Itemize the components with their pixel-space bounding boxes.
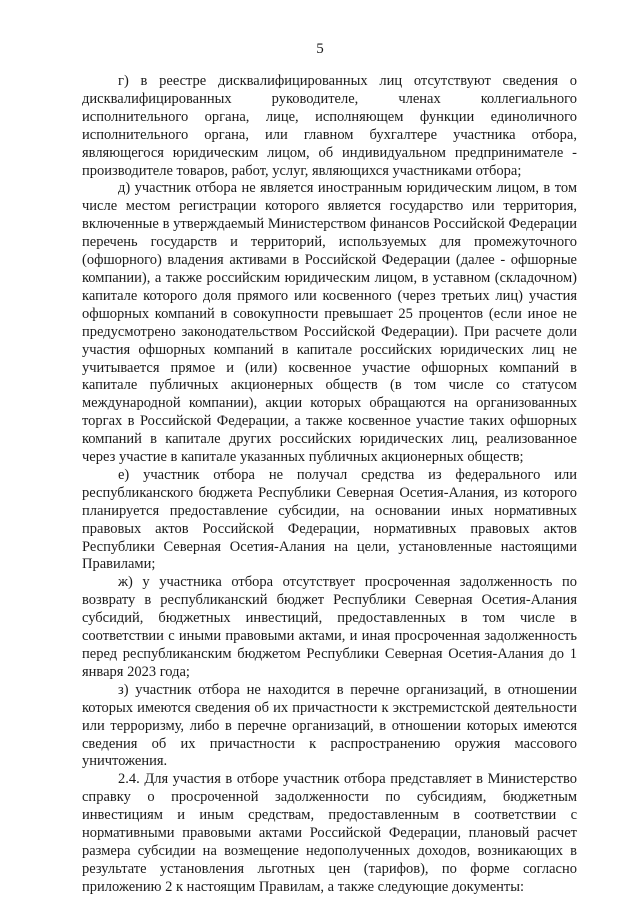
document-body bbox=[82, 73, 577, 897]
paragraph-g-disqualified-persons: г) в реестре дисквалифицированных лиц отсутствуют сведения о дисквалифицированных руководителе, членах коллегиального исполнительного органа, лице, исполняющем функции единоличного исполнительного органа, или главном бухгалтере участника отбора, являющегося юридическим лицом, об индивидуальном предпринимателе - производителе товаров, работ, услуг, являющихся участниками отбора; bbox=[82, 73, 577, 179]
paragraph-2-4-application-documents: 2.4. Для участия в отборе участник отбора представляет в Министерство справку о просроченной задолженности по субсидиям, бюджетным инвестициям и иным средствам, предоставленным в соответствии с нормативными правовыми актами Российской Федерации, плановый расчет размера субсидии на возмещение недополученных доходов, возникающих в результате установления льготных цен (тарифов), по форме согласно приложению 2 к настоящим Правилам, а также следующие документы: bbox=[82, 771, 577, 895]
paragraph-z-extremism-list: з) участник отбора не находится в перечне организаций, в отношении которых имеются сведения об их причастности к экстремистской деятельности или терроризму, либо в перечне организаций, в отношении которых имеются сведения об их причастности к распространению оружия массового уничтожения. bbox=[82, 681, 577, 770]
paragraph-e-budget-funds: е) участник отбора не получал средства из федерального или республиканского бюджета Республики Северная Осетия-Алания, из которого планируется предоставление субсидии, на основании иных нормативных правовых актов Российской Федерации, нормативных правовых актов Республики Северная Осетия-Алания на цели, установленные настоящими Правилами; bbox=[82, 466, 577, 573]
paragraph-d-offshore-companies: д) участник отбора не является иностранным юридическим лицом, в том числе местом регистрации которого является государство или территория, включенные в утверждаемый Министерством финансов Российской Федерации перечень государств и территорий, используемых для промежуточного (офшорного) владения активами в Российской Федерации (далее - офшорные компании), а также российским юридическим лицом, в уставном (складочном) капитале которого доля прямого или косвенного (через третьих лиц) участия офшорных компаний в совокупности превышает 25 процентов (если иное не предусмотрено законодательством Российской Федерации). При расчете доли участия офшорных компаний в капитале российских юридических лиц не учитывается прямое и (или) косвенное участие офшорных компаний в капитале публичных акционерных обществ (в том числе со статусом международной компании), акции которых обращаются на организованных торгах в Российской Федерации, а также косвенное участие таких офшорных компаний в капитале других российских юридических лиц, реализованное через участие в капитале указанных публичных акционерных обществ; bbox=[82, 180, 577, 466]
paragraph-zh-overdue-debt: ж) у участника отбора отсутствует просроченная задолженность по возврату в республиканский бюджет Республики Северная Осетия-Алания субсидий, бюджетных инвестиций, предоставленных в том числе в соответствии с иными правовыми актами, и иная просроченная задолженность перед республиканским бюджетом Республики Северная Осетия-Алания до 1 января 2023 года; bbox=[82, 574, 577, 680]
page-number: 5 bbox=[316, 41, 324, 57]
